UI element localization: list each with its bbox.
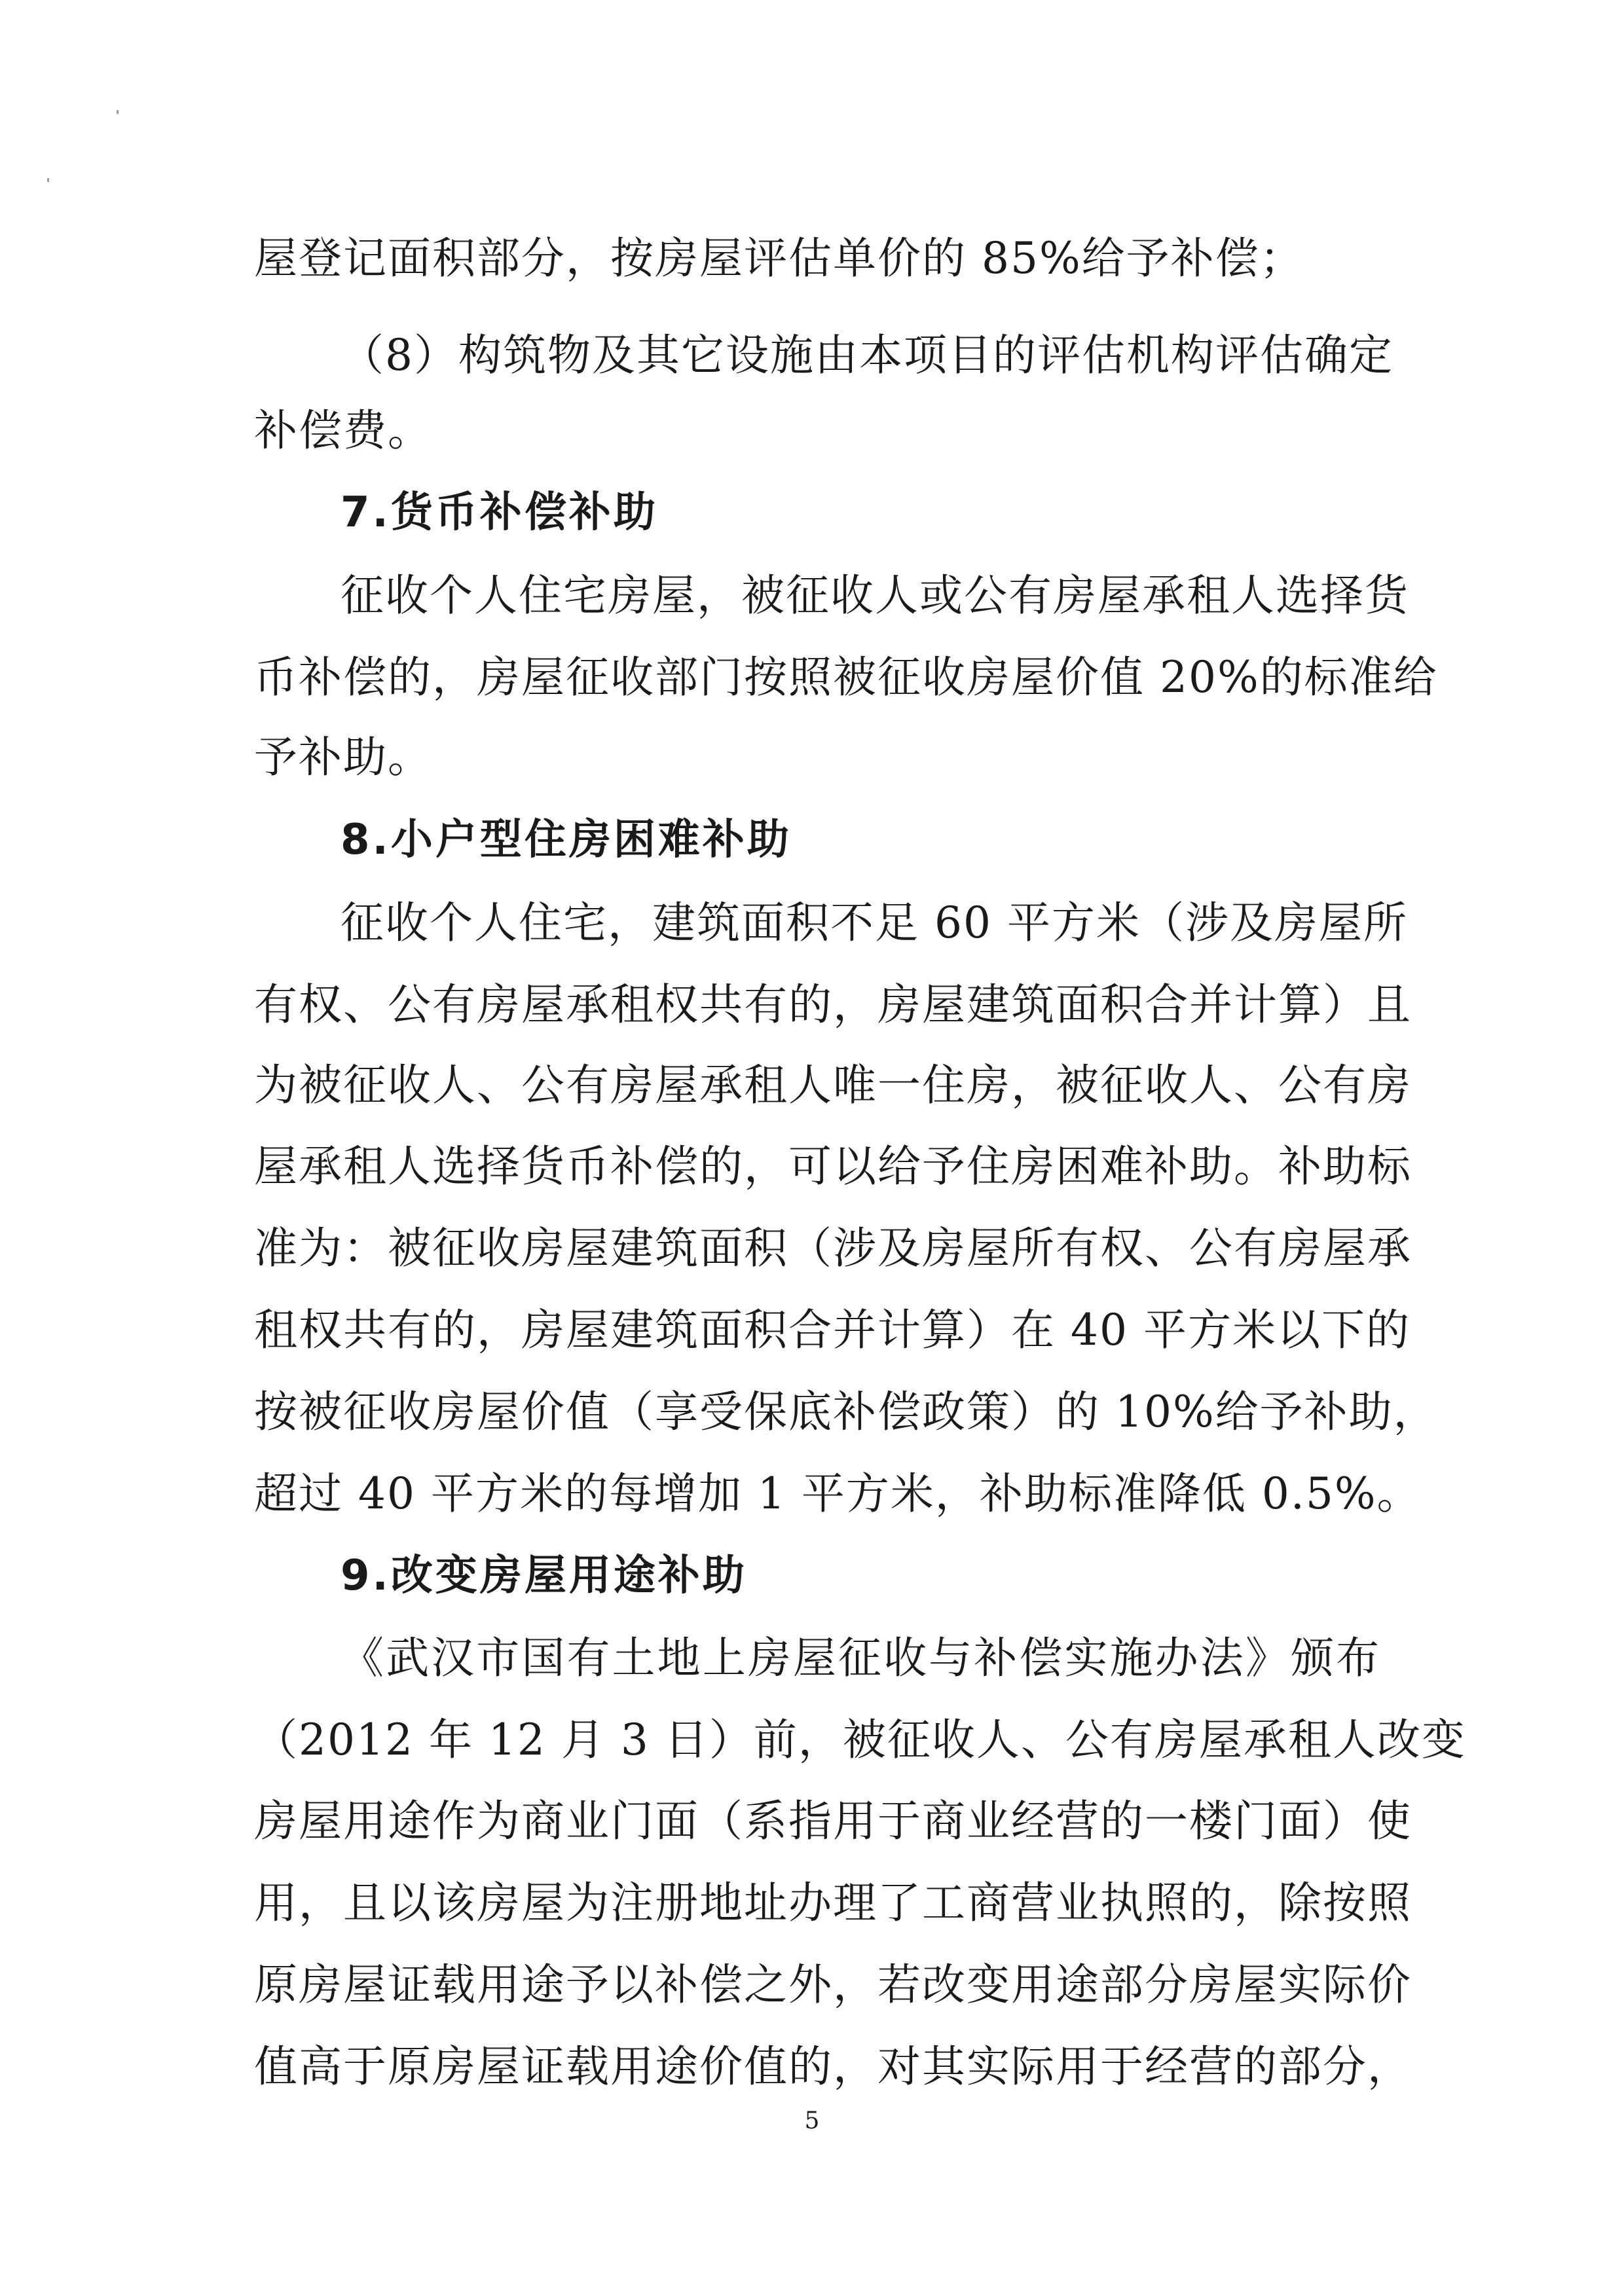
body-line: （8）构筑物及其它设施由本项目的评估机构评估确定 — [341, 330, 1393, 380]
section-heading-8: 8.小户型住房困难补助 — [341, 816, 792, 864]
scan-speck — [117, 110, 119, 114]
body-line: 币补偿的，房屋征收部门按照被征收房屋价值 20%的标准给 — [254, 652, 1438, 702]
body-line: 补偿费。 — [254, 405, 432, 456]
body-line: 值高于原房屋证载用途价值的，对其实际用于经营的部分， — [254, 2041, 1412, 2092]
body-line: 屋承租人选择货币补偿的，可以给予住房困难补助。补助标 — [254, 1141, 1412, 1192]
body-line: 征收个人住宅房屋，被征收人或公有房屋承租人选择货 — [341, 570, 1409, 621]
body-line: 原房屋证载用途予以补偿之外，若改变用途部分房屋实际价 — [254, 1959, 1412, 2010]
scan-speck — [47, 178, 49, 182]
body-line: 超过 40 平方米的每增加 1 平方米，补助标准降低 0.5%。 — [254, 1468, 1422, 1519]
body-line: 租权共有的，房屋建筑面积合并计算）在 40 平方米以下的 — [254, 1305, 1411, 1355]
section-heading-7: 7.货币补偿补助 — [341, 488, 658, 537]
body-line: 予补助。 — [254, 732, 432, 782]
body-line: 准为：被征收房屋建筑面积（涉及房屋所有权、公有房屋承 — [254, 1223, 1412, 1273]
body-line: 《武汉市国有土地上房屋征收与补偿实施办法》颁布 — [341, 1633, 1380, 1683]
body-line: 用，且以该房屋为注册地址办理了工商营业执照的，除按照 — [254, 1878, 1412, 1928]
body-line: 为被征收人、公有房屋承租人唯一住房，被征收人、公有房 — [254, 1060, 1412, 1110]
body-line: 有权、公有房屋承租权共有的，房屋建筑面积合并计算）且 — [254, 979, 1412, 1030]
section-heading-9: 9.改变房屋用途补助 — [341, 1552, 747, 1600]
body-line: 屋登记面积部分，按房屋评估单价的 85%给予补偿； — [254, 233, 1304, 283]
body-line: （2012 年 12 月 3 日）前，被征收人、公有房屋承租人改变 — [254, 1715, 1466, 1765]
body-line: 房屋用途作为商业门面（系指用于商业经营的一楼门面）使 — [254, 1796, 1412, 1846]
page-number: 5 — [804, 2107, 820, 2134]
body-line: 按被征收房屋价值（享受保底补偿政策）的 10%给予补助， — [254, 1387, 1438, 1437]
body-line: 征收个人住宅，建筑面积不足 60 平方米（涉及房屋所 — [341, 898, 1408, 948]
